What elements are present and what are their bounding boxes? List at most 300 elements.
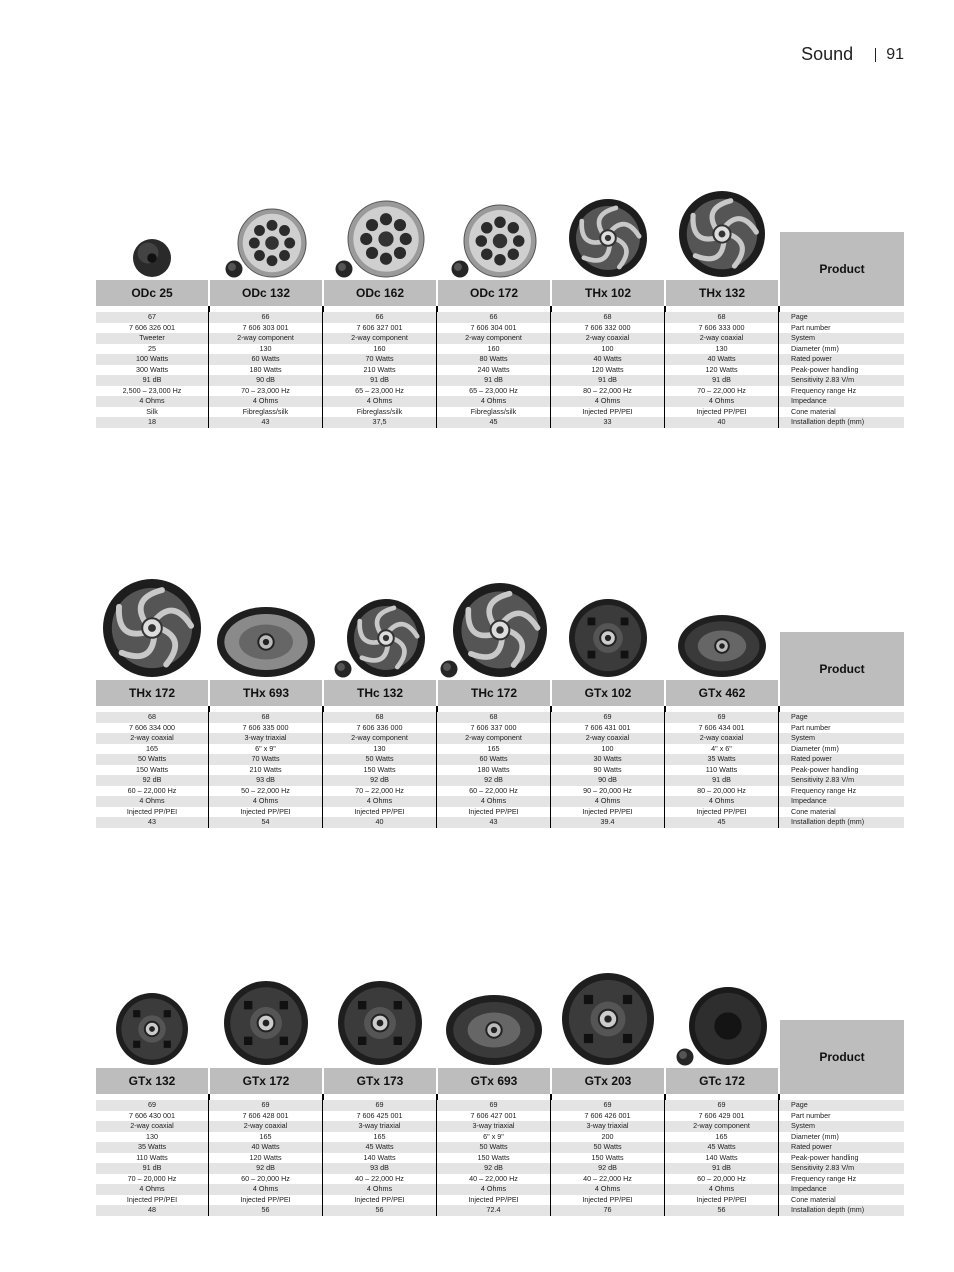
- table-cell: 91 dB: [437, 375, 551, 386]
- table-row: [96, 396, 904, 407]
- table-cell: 60 – 20,000 Hz: [665, 1174, 779, 1185]
- table-cell: 91 dB: [551, 375, 665, 386]
- table-cell: 100 Watts: [96, 354, 209, 365]
- row-label: Page: [791, 712, 808, 721]
- row-label: Impedance: [791, 796, 827, 805]
- table-cell: 60 – 22,000 Hz: [96, 786, 209, 797]
- row-label: Impedance: [791, 396, 827, 405]
- speaker-image: [102, 578, 202, 678]
- table-cell: 6" x 9": [209, 744, 323, 755]
- table-cell: 4 Ohms: [96, 1184, 209, 1195]
- table-cell: 7 606 333 000: [665, 323, 779, 334]
- table-row: [96, 1153, 904, 1164]
- table-row: [96, 807, 904, 818]
- tweeter-image: [225, 260, 243, 278]
- speaker-image: [463, 204, 537, 278]
- tweeter-image: [335, 260, 353, 278]
- table-row: [96, 365, 904, 376]
- table-cell: 2,500 – 23,000 Hz: [96, 386, 209, 397]
- product-name: GTx 693: [438, 1068, 550, 1094]
- table-cell: 6" x 9": [437, 1132, 551, 1143]
- product-name: THx 693: [210, 680, 322, 706]
- product-label-box: Product: [780, 1020, 904, 1094]
- table-cell: 45: [665, 817, 779, 828]
- row-label: Frequency range Hz: [791, 385, 857, 395]
- table-row: [96, 765, 904, 776]
- table-cell: 7 606 332 000: [551, 323, 665, 334]
- table-cell: 2-way coaxial: [96, 1121, 209, 1132]
- table-cell: 165: [96, 744, 209, 755]
- table-cell: 76: [551, 1205, 665, 1216]
- row-label: Diameter (mm): [791, 1131, 839, 1141]
- table-cell: Tweeter: [96, 333, 209, 344]
- table-cell: Injected PP/PEI: [323, 807, 437, 818]
- table-cell: 2-way coaxial: [96, 733, 209, 744]
- product-name: ODc 162: [324, 280, 436, 306]
- table-cell: 92 dB: [551, 1163, 665, 1174]
- table-cell: 90 dB: [209, 375, 323, 386]
- row-label: Diameter (mm): [791, 743, 839, 753]
- table-row: [96, 354, 904, 365]
- table-row: [96, 733, 904, 744]
- table-cell: 4 Ohms: [96, 396, 209, 407]
- table-cell: 4" x 6": [665, 744, 779, 755]
- table-cell: 30 Watts: [551, 754, 665, 765]
- table-row: [96, 333, 904, 344]
- row-label: Part number: [791, 322, 831, 332]
- speaker-image: [568, 598, 648, 678]
- table-cell: 4 Ohms: [323, 1184, 437, 1195]
- table-cell: Injected PP/PEI: [437, 807, 551, 818]
- table-cell: 210 Watts: [209, 765, 323, 776]
- product-name: GTx 173: [324, 1068, 436, 1094]
- row-label: Frequency range Hz: [791, 785, 857, 795]
- table-cell: Injected PP/PEI: [209, 807, 323, 818]
- table-row: [96, 1142, 904, 1153]
- table-cell: 69: [209, 1100, 323, 1111]
- table-cell: 91 dB: [96, 1163, 209, 1174]
- table-cell: 92 dB: [209, 1163, 323, 1174]
- product-name: GTc 172: [666, 1068, 778, 1094]
- table-cell: 54: [209, 817, 323, 828]
- product-name: GTx 132: [96, 1068, 208, 1094]
- table-cell: 2-way component: [665, 1121, 779, 1132]
- table-cell: 68: [96, 712, 209, 723]
- table-cell: 7 606 303 001: [209, 323, 323, 334]
- table-cell: 7 606 425 001: [323, 1111, 437, 1122]
- table-cell: 3-way triaxial: [437, 1121, 551, 1132]
- table-cell: 2-way coaxial: [551, 733, 665, 744]
- table-cell: Injected PP/PEI: [209, 1195, 323, 1206]
- table-cell: 37,5: [323, 417, 437, 428]
- table-cell: 93 dB: [209, 775, 323, 786]
- table-cell: 140 Watts: [665, 1153, 779, 1164]
- table-cell: 3-way triaxial: [551, 1121, 665, 1132]
- table-cell: 65 – 23,000 Hz: [323, 386, 437, 397]
- table-cell: 68: [323, 712, 437, 723]
- table-cell: 40: [665, 417, 779, 428]
- table-cell: 91 dB: [665, 375, 779, 386]
- table-row: [96, 786, 904, 797]
- tweeter-image: [440, 660, 458, 678]
- table-row: [96, 744, 904, 755]
- table-cell: 70 – 23,000 Hz: [209, 386, 323, 397]
- table-row: [96, 775, 904, 786]
- product-name: GTx 203: [552, 1068, 664, 1094]
- speaker-image: [347, 200, 425, 278]
- table-cell: 66: [323, 312, 437, 323]
- speaker-image: [678, 190, 766, 278]
- speaker-image: [223, 980, 309, 1066]
- table-cell: 50 – 22,000 Hz: [209, 786, 323, 797]
- product-name: GTx 462: [666, 680, 778, 706]
- table-cell: 110 Watts: [96, 1153, 209, 1164]
- table-cell: Injected PP/PEI: [551, 807, 665, 818]
- product-name: ODc 25: [96, 280, 208, 306]
- table-cell: Silk: [96, 407, 209, 418]
- table-cell: 100: [551, 344, 665, 355]
- table-cell: 43: [437, 817, 551, 828]
- row-label: Sensitivity 2.83 V/m: [791, 775, 855, 784]
- page-number: 91: [886, 45, 904, 63]
- speaker-image: [216, 606, 316, 678]
- speaker-image: [561, 972, 655, 1066]
- table-row: [96, 407, 904, 418]
- table-cell: 90 – 20,000 Hz: [551, 786, 665, 797]
- table-cell: 33: [551, 417, 665, 428]
- table-cell: 4 Ohms: [551, 796, 665, 807]
- tweeter-image: [334, 660, 352, 678]
- row-label: Part number: [791, 1110, 831, 1120]
- table-cell: Injected PP/PEI: [437, 1195, 551, 1206]
- table-row: [96, 312, 904, 323]
- table-cell: 60 Watts: [437, 754, 551, 765]
- table-cell: 39.4: [551, 817, 665, 828]
- table-cell: 92 dB: [96, 775, 209, 786]
- table-row: [96, 344, 904, 355]
- table-cell: 4 Ohms: [323, 396, 437, 407]
- product-name: THx 132: [666, 280, 778, 306]
- row-label: Installation depth (mm): [791, 1205, 865, 1214]
- table-row: [96, 375, 904, 386]
- table-cell: 165: [437, 744, 551, 755]
- table-cell: 91 dB: [665, 775, 779, 786]
- table-cell: 18: [96, 417, 209, 428]
- table-cell: 69: [551, 712, 665, 723]
- table-cell: 60 Watts: [209, 354, 323, 365]
- table-row: [96, 1195, 904, 1206]
- table-cell: 120 Watts: [551, 365, 665, 376]
- table-cell: 7 606 429 001: [665, 1111, 779, 1122]
- table-cell: 7 606 431 001: [551, 723, 665, 734]
- table-cell: 4 Ohms: [437, 1184, 551, 1195]
- tweeter-image: [676, 1048, 694, 1066]
- table-cell: 80 Watts: [437, 354, 551, 365]
- table-cell: Injected PP/PEI: [96, 807, 209, 818]
- table-cell: 2-way coaxial: [551, 333, 665, 344]
- table-cell: Injected PP/PEI: [665, 807, 779, 818]
- row-label: Cone material: [791, 406, 836, 416]
- table-cell: 48: [96, 1205, 209, 1216]
- table-cell: 4 Ohms: [551, 1184, 665, 1195]
- table-cell: 4 Ohms: [209, 796, 323, 807]
- table-cell: 69: [323, 1100, 437, 1111]
- table-cell: 7 606 335 000: [209, 723, 323, 734]
- table-cell: 40 – 22,000 Hz: [551, 1174, 665, 1185]
- table-cell: 130: [209, 344, 323, 355]
- row-label: Peak-power handling: [791, 364, 859, 374]
- spec-table-3: [96, 968, 904, 1216]
- table-cell: 69: [665, 712, 779, 723]
- table-cell: 150 Watts: [323, 765, 437, 776]
- table-cell: 240 Watts: [437, 365, 551, 376]
- table-cell: 91 dB: [665, 1163, 779, 1174]
- table-cell: 70 Watts: [209, 754, 323, 765]
- table-cell: 92 dB: [323, 775, 437, 786]
- product-name: GTx 102: [552, 680, 664, 706]
- product-label-box: Product: [780, 232, 904, 306]
- table-cell: 25: [96, 344, 209, 355]
- table-cell: 165: [665, 1132, 779, 1143]
- table-row: [96, 1100, 904, 1111]
- row-label: Peak-power handling: [791, 764, 859, 774]
- table-cell: 80 – 22,000 Hz: [551, 386, 665, 397]
- table-cell: 90 Watts: [551, 765, 665, 776]
- table-cell: 92 dB: [437, 1163, 551, 1174]
- product-name: GTx 172: [210, 1068, 322, 1094]
- product-name: THx 102: [552, 280, 664, 306]
- speaker-image: [445, 994, 543, 1066]
- table-cell: 2-way component: [323, 333, 437, 344]
- table-cell: 4 Ohms: [665, 396, 779, 407]
- table-cell: 3-way triaxial: [323, 1121, 437, 1132]
- row-label: System: [791, 1121, 815, 1130]
- product-name: THx 172: [96, 680, 208, 706]
- table-cell: Injected PP/PEI: [665, 1195, 779, 1206]
- product-name: ODc 132: [210, 280, 322, 306]
- row-label: Impedance: [791, 1184, 827, 1193]
- product-header-row: [96, 1050, 904, 1094]
- table-cell: 50 Watts: [437, 1142, 551, 1153]
- product-header-row: [96, 262, 904, 306]
- table-cell: 80 – 20,000 Hz: [665, 786, 779, 797]
- table-cell: 120 Watts: [209, 1153, 323, 1164]
- table-cell: 67: [96, 312, 209, 323]
- row-label: Rated power: [791, 754, 832, 763]
- table-cell: 140 Watts: [323, 1153, 437, 1164]
- table-cell: 165: [209, 1132, 323, 1143]
- table-cell: 100: [551, 744, 665, 755]
- speaker-image: [132, 238, 172, 278]
- row-label: Frequency range Hz: [791, 1173, 857, 1183]
- table-cell: 72.4: [437, 1205, 551, 1216]
- table-cell: 7 606 434 001: [665, 723, 779, 734]
- table-cell: 4 Ohms: [665, 796, 779, 807]
- table-cell: 4 Ohms: [437, 796, 551, 807]
- table-cell: 7 606 426 001: [551, 1111, 665, 1122]
- table-cell: Fibreglass/silk: [437, 407, 551, 418]
- table-cell: Injected PP/PEI: [551, 1195, 665, 1206]
- table-cell: 210 Watts: [323, 365, 437, 376]
- table-cell: 130: [665, 344, 779, 355]
- table-cell: 50 Watts: [96, 754, 209, 765]
- table-row: [96, 796, 904, 807]
- table-cell: 4 Ohms: [209, 1184, 323, 1195]
- table-cell: 66: [209, 312, 323, 323]
- table-cell: 92 dB: [437, 775, 551, 786]
- table-cell: 60 – 22,000 Hz: [437, 786, 551, 797]
- table-cell: 68: [437, 712, 551, 723]
- product-header-row: [96, 662, 904, 706]
- table-row: [96, 712, 904, 723]
- row-label: Diameter (mm): [791, 343, 839, 353]
- table-cell: 70 Watts: [323, 354, 437, 365]
- table-row: [96, 1205, 904, 1216]
- table-cell: 7 606 334 000: [96, 723, 209, 734]
- table-cell: 7 606 336 000: [323, 723, 437, 734]
- table-cell: 2-way coaxial: [665, 733, 779, 744]
- table-cell: 35 Watts: [96, 1142, 209, 1153]
- header-divider: [875, 48, 876, 62]
- table-row: [96, 386, 904, 397]
- table-cell: Injected PP/PEI: [96, 1195, 209, 1206]
- table-cell: 4 Ohms: [323, 796, 437, 807]
- table-cell: 7 606 327 001: [323, 323, 437, 334]
- table-cell: 50 Watts: [323, 754, 437, 765]
- table-cell: 65 – 23,000 Hz: [437, 386, 551, 397]
- product-name: THc 132: [324, 680, 436, 706]
- table-cell: 90 dB: [551, 775, 665, 786]
- table-cell: 43: [96, 817, 209, 828]
- row-label: Sensitivity 2.83 V/m: [791, 375, 855, 384]
- table-row: [96, 754, 904, 765]
- row-label: Rated power: [791, 354, 832, 363]
- table-row: [96, 417, 904, 428]
- table-cell: 130: [96, 1132, 209, 1143]
- table-cell: 60 – 20,000 Hz: [209, 1174, 323, 1185]
- row-label: System: [791, 333, 815, 342]
- product-name: THc 172: [438, 680, 550, 706]
- speaker-image: [237, 208, 307, 278]
- table-cell: 7 606 326 001: [96, 323, 209, 334]
- speaker-image: [452, 582, 548, 678]
- row-label: Rated power: [791, 1142, 832, 1151]
- speaker-image: [688, 986, 768, 1066]
- table-cell: 40 Watts: [209, 1142, 323, 1153]
- spec-table-2: [96, 580, 904, 828]
- table-cell: 70 – 22,000 Hz: [323, 786, 437, 797]
- table-cell: 150 Watts: [96, 765, 209, 776]
- row-label: Cone material: [791, 806, 836, 816]
- table-row: [96, 1184, 904, 1195]
- table-cell: 3-way triaxial: [209, 733, 323, 744]
- table-cell: 50 Watts: [551, 1142, 665, 1153]
- speaker-image: [346, 598, 426, 678]
- table-cell: 150 Watts: [551, 1153, 665, 1164]
- table-row: [96, 1121, 904, 1132]
- table-cell: 91 dB: [96, 375, 209, 386]
- table-cell: 35 Watts: [665, 754, 779, 765]
- table-cell: Fibreglass/silk: [323, 407, 437, 418]
- table-cell: 69: [437, 1100, 551, 1111]
- row-label: Page: [791, 312, 808, 321]
- row-label: Installation depth (mm): [791, 817, 865, 826]
- speaker-image: [337, 980, 423, 1066]
- table-cell: 56: [665, 1205, 779, 1216]
- table-row: [96, 1174, 904, 1185]
- table-cell: 93 dB: [323, 1163, 437, 1174]
- table-cell: 66: [437, 312, 551, 323]
- table-cell: 180 Watts: [209, 365, 323, 376]
- table-cell: 40 Watts: [665, 354, 779, 365]
- table-cell: 160: [323, 344, 437, 355]
- tweeter-image: [451, 260, 469, 278]
- table-row: [96, 1111, 904, 1122]
- table-cell: 68: [209, 712, 323, 723]
- table-cell: 4 Ohms: [96, 796, 209, 807]
- table-cell: 300 Watts: [96, 365, 209, 376]
- table-cell: 40 Watts: [551, 354, 665, 365]
- row-label: System: [791, 733, 815, 742]
- table-cell: 110 Watts: [665, 765, 779, 776]
- table-cell: 69: [551, 1100, 665, 1111]
- table-cell: 180 Watts: [437, 765, 551, 776]
- table-cell: 7 606 430 001: [96, 1111, 209, 1122]
- table-row: [96, 723, 904, 734]
- table-row: [96, 817, 904, 828]
- table-cell: 4 Ohms: [437, 396, 551, 407]
- table-cell: 40: [323, 817, 437, 828]
- table-cell: 56: [323, 1205, 437, 1216]
- table-cell: 150 Watts: [437, 1153, 551, 1164]
- spec-table-1: [96, 180, 904, 428]
- table-cell: 2-way component: [209, 333, 323, 344]
- table-cell: 4 Ohms: [665, 1184, 779, 1195]
- table-cell: 7 606 304 001: [437, 323, 551, 334]
- table-cell: 56: [209, 1205, 323, 1216]
- table-cell: 68: [551, 312, 665, 323]
- table-cell: 91 dB: [323, 375, 437, 386]
- table-cell: 70 – 22,000 Hz: [665, 386, 779, 397]
- table-cell: 40 – 22,000 Hz: [323, 1174, 437, 1185]
- table-cell: 70 – 20,000 Hz: [96, 1174, 209, 1185]
- table-cell: 40 – 22,000 Hz: [437, 1174, 551, 1185]
- table-row: [96, 323, 904, 334]
- speaker-image: [677, 614, 767, 678]
- speaker-image: [568, 198, 648, 278]
- table-cell: 2-way component: [437, 733, 551, 744]
- row-label: Installation depth (mm): [791, 417, 865, 426]
- table-cell: 2-way coaxial: [209, 1121, 323, 1132]
- table-cell: 7 606 337 000: [437, 723, 551, 734]
- product-name: ODc 172: [438, 280, 550, 306]
- table-cell: Fibreglass/silk: [209, 407, 323, 418]
- speaker-image: [115, 992, 189, 1066]
- table-cell: Injected PP/PEI: [323, 1195, 437, 1206]
- table-cell: 69: [96, 1100, 209, 1111]
- table-cell: 2-way component: [437, 333, 551, 344]
- table-cell: 165: [323, 1132, 437, 1143]
- table-row: [96, 1163, 904, 1174]
- table-cell: 68: [665, 312, 779, 323]
- table-cell: 2-way component: [323, 733, 437, 744]
- row-label: Part number: [791, 722, 831, 732]
- table-cell: 43: [209, 417, 323, 428]
- table-cell: 4 Ohms: [551, 396, 665, 407]
- table-cell: 2-way coaxial: [665, 333, 779, 344]
- table-cell: 7 606 427 001: [437, 1111, 551, 1122]
- row-label: Page: [791, 1100, 808, 1109]
